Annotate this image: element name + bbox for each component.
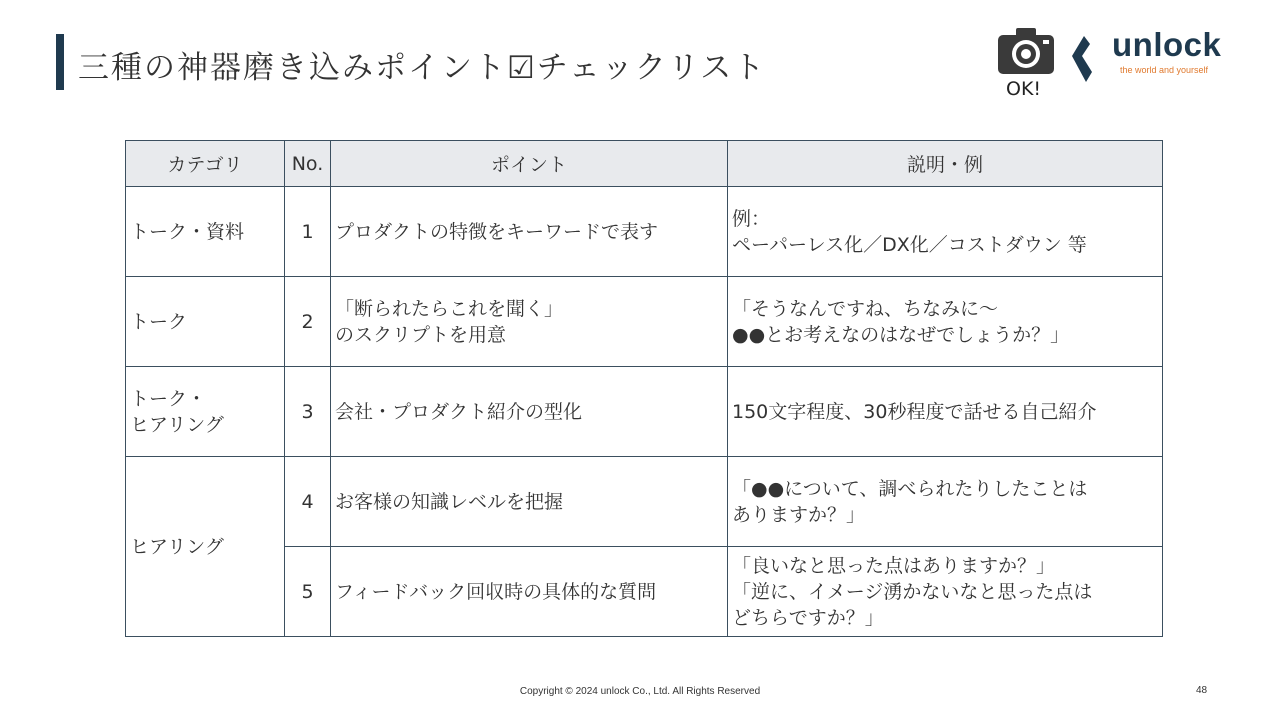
category-cell: トーク・資料 <box>126 187 285 277</box>
title-accent-bar <box>56 34 64 90</box>
table-header-row <box>126 141 1163 187</box>
number-cell: 3 <box>285 367 331 457</box>
camera-icon <box>996 26 1056 76</box>
explanation-cell: 「そうなんですね、ちなみに～ ●●とお考えなのはなぜでしょうか？」 <box>728 277 1163 367</box>
header-explanation: 説明・例 <box>728 141 1163 187</box>
table-row <box>126 457 1163 547</box>
table-row <box>126 187 1163 277</box>
table-row <box>126 277 1163 367</box>
explanation-cell: 「●●について、調べられたりしたことは ありますか？」 <box>728 457 1163 547</box>
unlock-logo-icon <box>1068 34 1108 84</box>
header-category: カテゴリ <box>126 141 285 187</box>
category-cell: トーク・ ヒアリング <box>126 367 285 457</box>
point-cell: プロダクトの特徴をキーワードで表す <box>331 187 728 277</box>
logo-tagline: the world and yourself <box>1120 65 1209 75</box>
number-cell: 1 <box>285 187 331 277</box>
copyright-footer: Copyright © 2024 unlock Co., Ltd. All Rights Reserved <box>519 686 761 697</box>
table-row <box>126 367 1163 457</box>
explanation-cell: 例： ペーパーレス化／DX化／コストダウン 等 <box>728 187 1163 277</box>
explanation-cell: 「良いなと思った点はありますか？」 「逆に、イメージ湧かないなと思った点は どちらですか？」 <box>728 547 1163 637</box>
point-cell: お客様の知識レベルを把握 <box>331 457 728 547</box>
logo-text: unlock <box>1112 26 1222 63</box>
category-cell: トーク <box>126 277 285 367</box>
point-cell: 「断られたらこれを聞く」 のスクリプトを用意 <box>331 277 728 367</box>
explanation-cell: 150文字程度、30秒程度で話せる自己紹介 <box>728 367 1163 457</box>
number-cell: 2 <box>285 277 331 367</box>
checklist-table <box>125 140 1163 637</box>
category-cell: ヒアリング <box>126 457 285 637</box>
page-title: 三種の神器磨き込みポイント☑チェックリスト <box>78 50 767 86</box>
number-cell: 4 <box>285 457 331 547</box>
number-cell: 5 <box>285 547 331 637</box>
header-point: ポイント <box>331 141 728 187</box>
page-number: 48 <box>1196 685 1208 696</box>
ok-label: OK! <box>1006 78 1042 100</box>
point-cell: フィードバック回収時の具体的な質問 <box>331 547 728 637</box>
point-cell: 会社・プロダクト紹介の型化 <box>331 367 728 457</box>
header-no: No. <box>285 141 331 187</box>
